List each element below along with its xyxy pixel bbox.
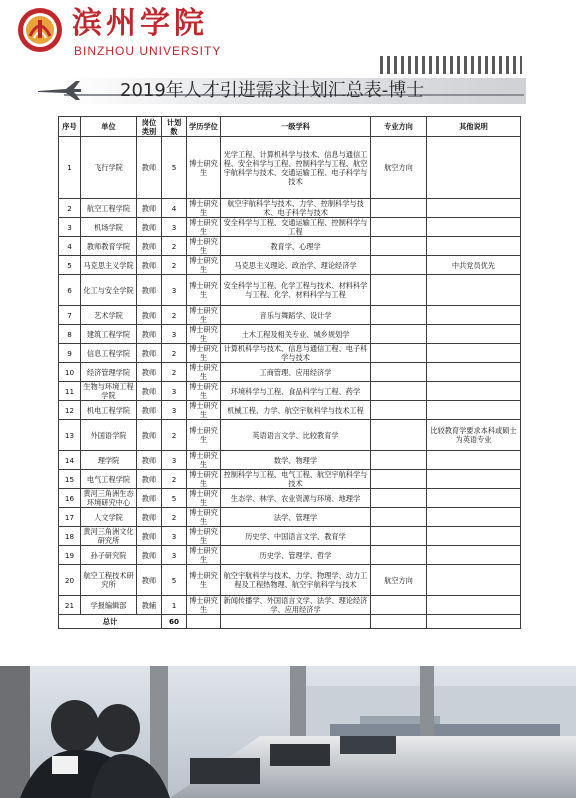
- row-category: 教师: [137, 489, 162, 508]
- table-row: [59, 199, 521, 218]
- row-category: 教师: [137, 470, 162, 489]
- row-degree: 博士研究生: [187, 306, 221, 325]
- row-unit: 人文学院: [81, 508, 137, 527]
- row-note: [427, 306, 521, 325]
- row-note: [427, 344, 521, 363]
- brand-name-chinese: 滨州学院: [72, 6, 208, 41]
- row-unit: 经济管理学院: [81, 363, 137, 382]
- column-header-direction: 专业方向: [371, 117, 427, 137]
- row-direction: [371, 275, 427, 306]
- column-header-unit: 单位: [81, 117, 137, 137]
- row-plan-count: 3: [162, 546, 187, 565]
- row-discipline: 英语语言文学、比较教育学: [221, 420, 371, 451]
- row-plan-count: 3: [162, 218, 187, 237]
- row-note: [427, 199, 521, 218]
- row-category: 教师: [137, 325, 162, 344]
- row-discipline: 数学、物理学: [221, 451, 371, 470]
- row-unit: 孙子研究院: [81, 546, 137, 565]
- table-row: [59, 420, 521, 451]
- row-direction: 航空方向: [371, 565, 427, 596]
- row-category: 教师: [137, 363, 162, 382]
- column-header-note: 其他说明: [427, 117, 521, 137]
- row-note: 比较教育学要求本科或硕士为英语专业: [427, 420, 521, 451]
- table-row: [59, 508, 521, 527]
- row-category: 教师: [137, 401, 162, 420]
- row-direction: [371, 256, 427, 275]
- row-discipline: 马克思主义理论、政治学、理论经济学: [221, 256, 371, 275]
- row-unit: 机电工程学院: [81, 401, 137, 420]
- row-category: 教师: [137, 218, 162, 237]
- row-note: [427, 218, 521, 237]
- row-plan-count: 2: [162, 237, 187, 256]
- row-note: [427, 489, 521, 508]
- row-number: 15: [59, 470, 81, 489]
- row-discipline: 计算机科学与技术、信息与通信工程、电子科学与技术: [221, 344, 371, 363]
- row-category: 教师: [137, 546, 162, 565]
- airplane-icon: [36, 78, 82, 102]
- row-discipline: 航空宇航科学与技术、力学、物理学、动力工程及工程热物理、航空宇航科学与技术: [221, 565, 371, 596]
- row-note: [427, 508, 521, 527]
- row-direction: 航空方向: [371, 137, 427, 199]
- row-direction: [371, 199, 427, 218]
- row-degree: 博士研究生: [187, 565, 221, 596]
- row-degree: 博士研究生: [187, 256, 221, 275]
- column-header-no: 序号: [59, 117, 81, 137]
- brand-name-english: BINZHOU UNIVERSITY: [74, 44, 222, 58]
- row-unit: 建筑工程学院: [81, 325, 137, 344]
- table-row: [59, 218, 521, 237]
- table-row: [59, 382, 521, 401]
- column-header-degree: 学历学位: [187, 117, 221, 137]
- row-number: 9: [59, 344, 81, 363]
- row-category: 教师: [137, 508, 162, 527]
- row-category: 教师: [137, 256, 162, 275]
- row-degree: 博士研究生: [187, 401, 221, 420]
- row-degree: 博士研究生: [187, 527, 221, 546]
- row-category: 教师: [137, 237, 162, 256]
- row-number: 3: [59, 218, 81, 237]
- row-direction: [371, 451, 427, 470]
- row-plan-count: 2: [162, 508, 187, 527]
- row-plan-count: 2: [162, 363, 187, 382]
- table-row: [59, 565, 521, 596]
- row-category: 教师: [137, 199, 162, 218]
- row-discipline: 教育学、心理学: [221, 237, 371, 256]
- row-degree: 博士研究生: [187, 344, 221, 363]
- row-note: [427, 527, 521, 546]
- row-discipline: 历史学、中国语言文学、教育学: [221, 527, 371, 546]
- row-number: 17: [59, 508, 81, 527]
- row-discipline: 安全科学与工程、化学工程与技术、材料科学与工程、化学、材料科学与工程: [221, 275, 371, 306]
- row-unit: 艺术学院: [81, 306, 137, 325]
- row-number: 21: [59, 596, 81, 615]
- row-category: 教师: [137, 382, 162, 401]
- row-plan-count: 3: [162, 401, 187, 420]
- row-note: [427, 363, 521, 382]
- row-degree: 博士研究生: [187, 275, 221, 306]
- table-row: [59, 489, 521, 508]
- table-row: [59, 275, 521, 306]
- table-row: [59, 527, 521, 546]
- table-header-row: [59, 117, 521, 137]
- row-plan-count: 2: [162, 344, 187, 363]
- row-unit: 航空工程技术研究所: [81, 565, 137, 596]
- row-number: 8: [59, 325, 81, 344]
- row-category: 教师: [137, 451, 162, 470]
- row-direction: [371, 546, 427, 565]
- row-category: 教师: [137, 565, 162, 596]
- row-category: 教辅: [137, 596, 162, 615]
- row-discipline: 环境科学与工程、食品科学与工程、药学: [221, 382, 371, 401]
- row-number: 19: [59, 546, 81, 565]
- total-label: 总计: [59, 615, 162, 629]
- row-plan-count: 5: [162, 489, 187, 508]
- row-discipline: 安全科学与工程、交通运输工程、控制科学与工程: [221, 218, 371, 237]
- row-plan-count: 2: [162, 420, 187, 451]
- row-unit: 黄河三角洲生态环境研究中心: [81, 489, 137, 508]
- table-row: [59, 363, 521, 382]
- row-degree: 博士研究生: [187, 596, 221, 615]
- row-number: 16: [59, 489, 81, 508]
- row-unit: 信息工程学院: [81, 344, 137, 363]
- row-note: [427, 565, 521, 596]
- row-note: [427, 546, 521, 565]
- recruitment-table: [58, 116, 521, 629]
- row-plan-count: 2: [162, 306, 187, 325]
- row-direction: [371, 237, 427, 256]
- row-number: 7: [59, 306, 81, 325]
- row-category: 教师: [137, 420, 162, 451]
- table-row: [59, 451, 521, 470]
- row-plan-count: 3: [162, 451, 187, 470]
- row-direction: [371, 508, 427, 527]
- row-note: [427, 325, 521, 344]
- row-note: [427, 401, 521, 420]
- table-row: [59, 344, 521, 363]
- row-number: 2: [59, 199, 81, 218]
- row-discipline: 控制科学与工程、电气工程、航空宇航科学与技术: [221, 470, 371, 489]
- row-note: 中共党员优先: [427, 256, 521, 275]
- row-direction: [371, 344, 427, 363]
- row-number: 4: [59, 237, 81, 256]
- row-category: 教师: [137, 137, 162, 199]
- row-plan-count: 3: [162, 527, 187, 546]
- row-direction: [371, 363, 427, 382]
- row-degree: 博士研究生: [187, 546, 221, 565]
- row-number: 1: [59, 137, 81, 199]
- row-degree: 博士研究生: [187, 237, 221, 256]
- row-degree: 博士研究生: [187, 451, 221, 470]
- row-degree: 博士研究生: [187, 199, 221, 218]
- university-emblem-icon: [16, 6, 64, 54]
- row-degree: 博士研究生: [187, 508, 221, 527]
- row-note: [427, 451, 521, 470]
- row-degree: 博士研究生: [187, 325, 221, 344]
- row-unit: 飞行学院: [81, 137, 137, 199]
- row-discipline: 航空宇航科学与技术、力学、控制科学与技术、电子科学与技术: [221, 199, 371, 218]
- total-value: 60: [162, 615, 187, 629]
- row-unit: 学报编辑部: [81, 596, 137, 615]
- row-category: 教师: [137, 275, 162, 306]
- row-discipline: 生态学、林学、农业资源与环境、地理学: [221, 489, 371, 508]
- table-row: [59, 137, 521, 199]
- row-plan-count: 3: [162, 325, 187, 344]
- row-number: 5: [59, 256, 81, 275]
- row-plan-count: 3: [162, 275, 187, 306]
- total-empty-cell: [427, 615, 521, 629]
- row-plan-count: 4: [162, 199, 187, 218]
- row-discipline: 机械工程、力学、航空宇航科学与技术工程: [221, 401, 371, 420]
- table-row: [59, 325, 521, 344]
- row-unit: 航空工程学院: [81, 199, 137, 218]
- row-direction: [371, 420, 427, 451]
- table-row: [59, 596, 521, 615]
- row-discipline: 土木工程及相关专业、城乡规划学: [221, 325, 371, 344]
- table-row: [59, 546, 521, 565]
- row-direction: [371, 489, 427, 508]
- column-header-category: 岗位类别: [137, 117, 162, 137]
- row-note: [427, 137, 521, 199]
- row-category: 教师: [137, 344, 162, 363]
- row-direction: [371, 596, 427, 615]
- row-degree: 博士研究生: [187, 489, 221, 508]
- decorative-stripes: [380, 56, 522, 74]
- row-number: 13: [59, 420, 81, 451]
- row-number: 10: [59, 363, 81, 382]
- row-discipline: 工商管理、应用经济学: [221, 363, 371, 382]
- row-note: [427, 275, 521, 306]
- row-category: 教师: [137, 306, 162, 325]
- row-direction: [371, 527, 427, 546]
- table-row: [59, 237, 521, 256]
- row-number: 6: [59, 275, 81, 306]
- row-plan-count: 2: [162, 256, 187, 275]
- control-tower-photo: [0, 666, 576, 798]
- row-plan-count: 5: [162, 137, 187, 199]
- row-note: [427, 470, 521, 489]
- total-empty-cell: [221, 615, 371, 629]
- row-discipline: 新闻传播学、外国语言文学、法学、理论经济学、应用经济学: [221, 596, 371, 615]
- row-direction: [371, 401, 427, 420]
- row-number: 14: [59, 451, 81, 470]
- row-unit: 生物与环境工程学院: [81, 382, 137, 401]
- row-number: 11: [59, 382, 81, 401]
- table-row: [59, 401, 521, 420]
- row-number: 20: [59, 565, 81, 596]
- row-degree: 博士研究生: [187, 137, 221, 199]
- row-unit: 马克思主义学院: [81, 256, 137, 275]
- table-total-row: [59, 615, 521, 629]
- row-plan-count: 3: [162, 382, 187, 401]
- row-unit: 黄河三角洲文化研究所: [81, 527, 137, 546]
- row-category: 教师: [137, 527, 162, 546]
- row-degree: 博士研究生: [187, 363, 221, 382]
- row-plan-count: 2: [162, 470, 187, 489]
- row-direction: [371, 218, 427, 237]
- row-direction: [371, 325, 427, 344]
- row-unit: 理学院: [81, 451, 137, 470]
- column-header-plan: 计划数: [162, 117, 187, 137]
- table-row: [59, 306, 521, 325]
- page-title: 2019年人才引进需求计划汇总表-博士: [120, 80, 425, 101]
- row-plan-count: 5: [162, 565, 187, 596]
- row-number: 18: [59, 527, 81, 546]
- row-unit: 教师教育学院: [81, 237, 137, 256]
- row-number: 12: [59, 401, 81, 420]
- row-discipline: 法学、管理学: [221, 508, 371, 527]
- row-note: [427, 596, 521, 615]
- row-degree: 博士研究生: [187, 420, 221, 451]
- table-row: [59, 470, 521, 489]
- row-degree: 博士研究生: [187, 382, 221, 401]
- row-note: [427, 237, 521, 256]
- row-discipline: 光学工程、计算机科学与技术、信息与通信工程、安全科学与工程、控制科学与工程、航空宇航科学与技术、交通运输工程、电子科学与技术: [221, 137, 371, 199]
- row-unit: 机场学院: [81, 218, 137, 237]
- row-unit: 外国语学院: [81, 420, 137, 451]
- row-unit: 化工与安全学院: [81, 275, 137, 306]
- row-direction: [371, 470, 427, 489]
- row-degree: 博士研究生: [187, 470, 221, 489]
- row-discipline: 音乐与舞蹈学、设计学: [221, 306, 371, 325]
- row-direction: [371, 382, 427, 401]
- table-row: [59, 256, 521, 275]
- row-plan-count: 1: [162, 596, 187, 615]
- row-degree: 博士研究生: [187, 218, 221, 237]
- row-discipline: 历史学、管理学、哲学: [221, 546, 371, 565]
- row-direction: [371, 306, 427, 325]
- column-header-discipline: 一级学科: [221, 117, 371, 137]
- total-empty-cell: [187, 615, 221, 629]
- row-note: [427, 382, 521, 401]
- row-unit: 电气工程学院: [81, 470, 137, 489]
- total-empty-cell: [371, 615, 427, 629]
